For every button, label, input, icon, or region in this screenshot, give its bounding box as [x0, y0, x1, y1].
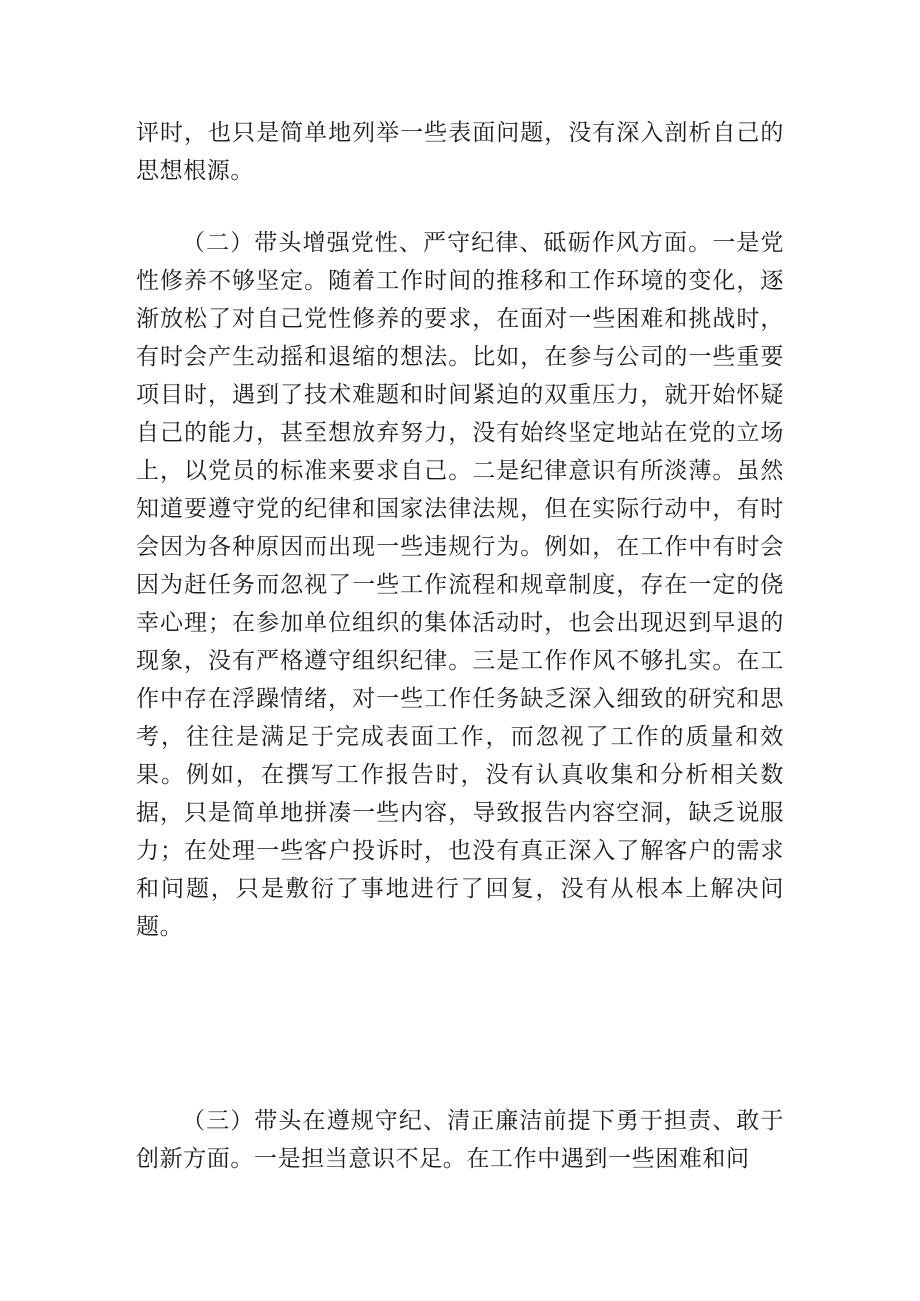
paragraph-continuation: 评时，也只是简单地列举一些表面问题，没有深入剖析自己的思想根源。: [136, 120, 784, 184]
paragraph-section-three: （三）带头在遵规守纪、清正廉洁前提下勇于担责、敢于创新方面。一是担当意识不足。在工作中遇到一些困难和问: [136, 1108, 784, 1172]
paragraph-section-two: （二）带头增强党性、严守纪律、砥砺作风方面。一是党性修养不够坚定。随着工作时间的推移和工作环境的变化，逐渐放松了对自己党性修养的要求，在面对一些困难和挑战时，有时会产生动摇和退缩的想法。比如，在参与公司的一些重要项目时，遇到了技术难题和时间紧迫的双重压力，就开始怀疑自己的能力，甚至想放弃努力，没有始终坚定地站在党的立场上，以党员的标准来要求自己。二是纪律意识有所淡薄。虽然知道要遵守党的纪律和国家法律法规，但在实际行动中，有时会因为各种原因而出现一些违规行为。例如，在工作中有时会因为赶任务而忽视了一些工作流程和规章制度，存在一定的侥幸心理；在参加单位组织的集体活动时，也会出现迟到早退的现象，没有严格遵守组织纪律。三是工作作风不够扎实。在工作中存在浮躁情绪，对一些工作任务缺乏深入细致的研究和思考，往往是满足于完成表面工作，而忽视了工作的质量和效果。例如，在撰写工作报告时，没有认真收集和分析相关数据，只是简单地拼凑一些内容，导致报告内容空洞，缺乏说服力；在处理一些客户投诉时，也没有真正深入了解客户的需求和问题，只是敷衍了事地进行了回复，没有从根本上解决问题。: [136, 230, 784, 940]
